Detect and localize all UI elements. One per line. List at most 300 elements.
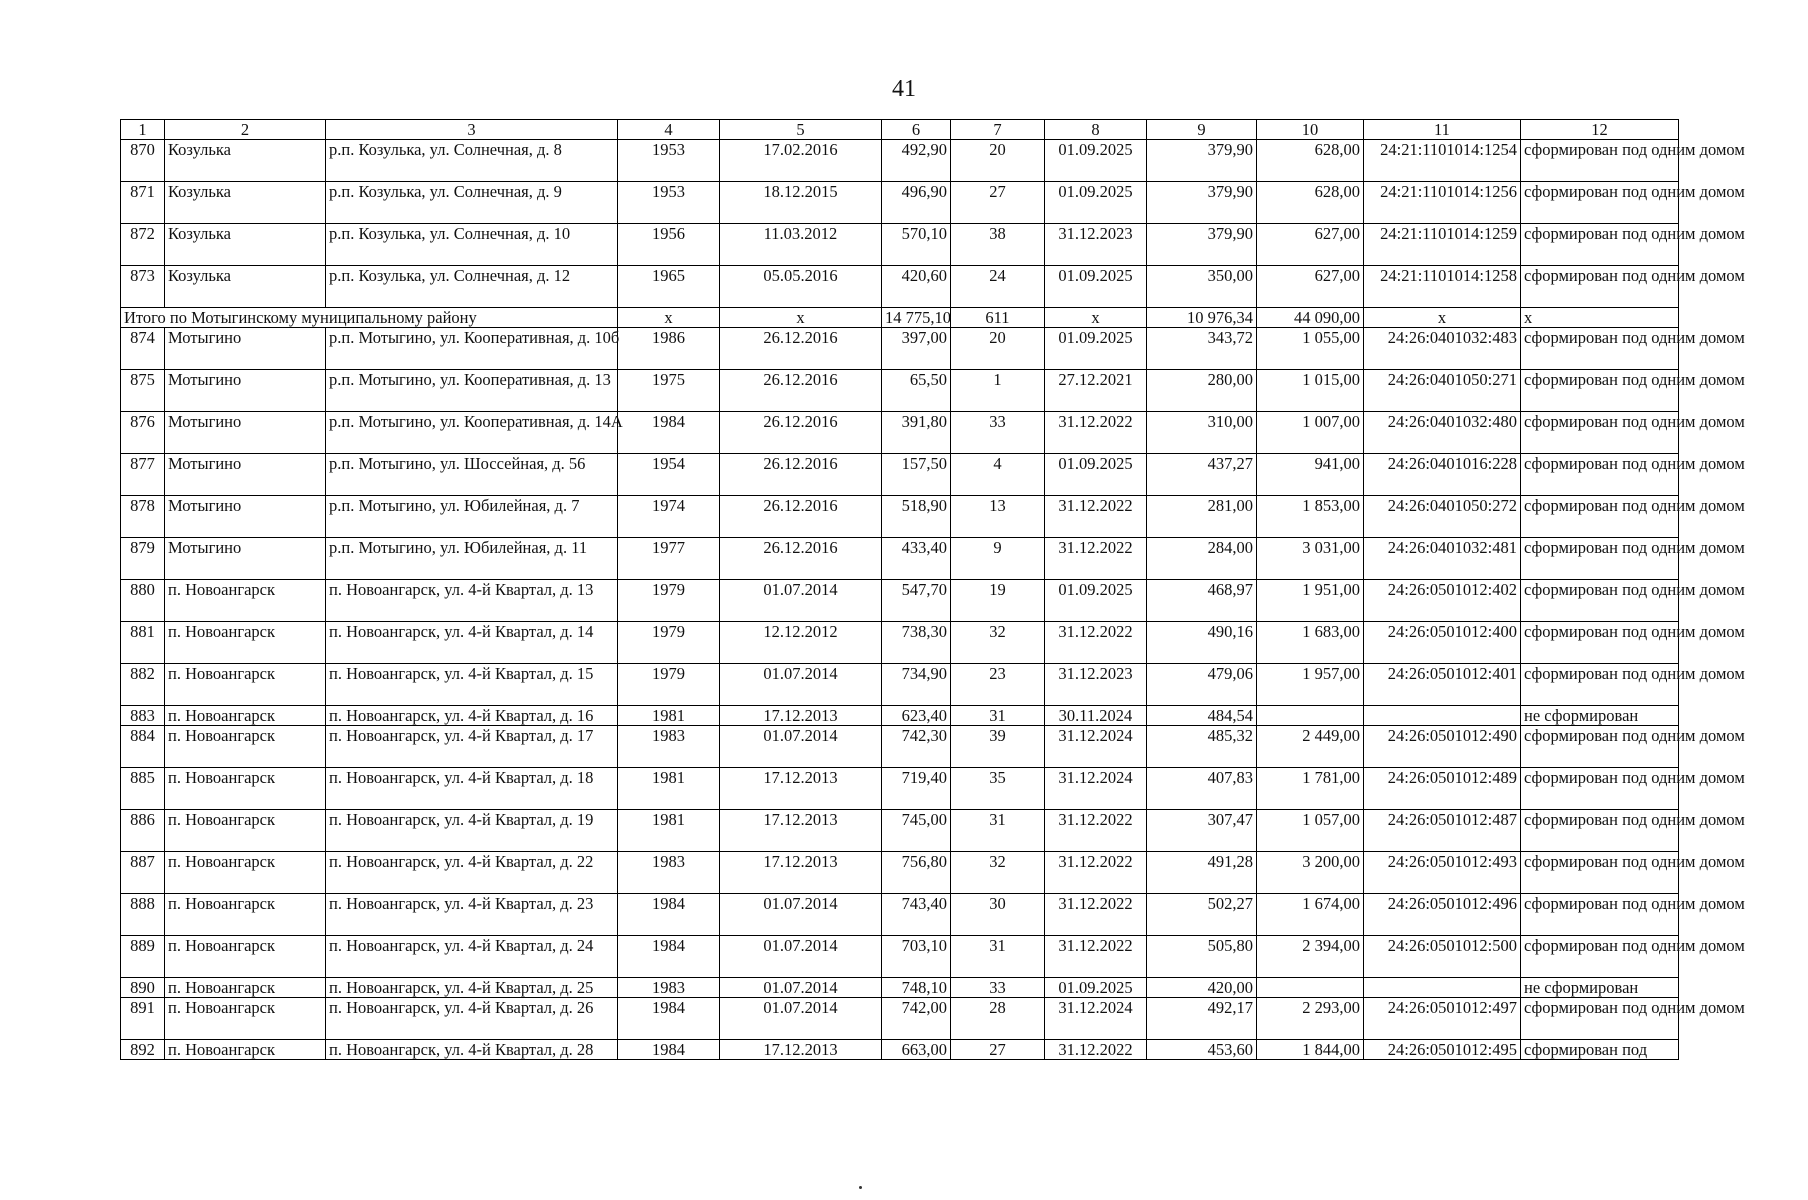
- num-cell: 881: [121, 622, 165, 664]
- area-cell: 570,10: [882, 224, 951, 266]
- column-header-4: 4: [618, 120, 720, 140]
- year-cell: 1953: [618, 140, 720, 182]
- cost-per-m2-cell: 490,16: [1147, 622, 1257, 664]
- year-cell: 1981: [618, 706, 720, 726]
- table-row: [121, 622, 1679, 664]
- num-cell: 889: [121, 936, 165, 978]
- num-cell: 871: [121, 182, 165, 224]
- land-status-cell: сформирован под одним домом: [1521, 140, 1679, 182]
- date-cell: 26.12.2016: [720, 538, 882, 580]
- date-cell: 01.07.2014: [720, 998, 882, 1040]
- deadline-cell: 01.09.2025: [1045, 978, 1147, 998]
- cadastral-number-cell: 24:26:0501012:487: [1364, 810, 1521, 852]
- date-cell: 01.07.2014: [720, 978, 882, 998]
- year-cell: 1979: [618, 664, 720, 706]
- land-status-cell: сформирован под одним домом: [1521, 726, 1679, 768]
- num-cell: 875: [121, 370, 165, 412]
- settlement-cell: Мотыгино: [165, 328, 326, 370]
- num-cell: 877: [121, 454, 165, 496]
- table-row: [121, 496, 1679, 538]
- total-value-cell: 14 775,10: [882, 308, 951, 328]
- deadline-cell: 01.09.2025: [1045, 454, 1147, 496]
- year-cell: 1979: [618, 580, 720, 622]
- address-cell: п. Новоангарск, ул. 4-й Квартал, д. 17: [326, 726, 618, 768]
- date-cell: 26.12.2016: [720, 412, 882, 454]
- deadline-cell: 31.12.2024: [1045, 726, 1147, 768]
- land-status-cell: сформирован под одним домом: [1521, 182, 1679, 224]
- cadastral-number-cell: 24:26:0501012:493: [1364, 852, 1521, 894]
- area-cell: 547,70: [882, 580, 951, 622]
- residents-cell: 33: [951, 412, 1045, 454]
- area-cell: 743,40: [882, 894, 951, 936]
- register-table: [120, 119, 1745, 1060]
- land-area-cell: 1 957,00: [1257, 664, 1364, 706]
- residents-cell: 19: [951, 580, 1045, 622]
- table-row: [121, 328, 1679, 370]
- area-cell: 745,00: [882, 810, 951, 852]
- residents-cell: 32: [951, 852, 1045, 894]
- deadline-cell: 01.09.2025: [1045, 580, 1147, 622]
- cost-per-m2-cell: 307,47: [1147, 810, 1257, 852]
- year-cell: 1954: [618, 454, 720, 496]
- address-cell: р.п. Козулька, ул. Солнечная, д. 12: [326, 266, 618, 308]
- land-area-cell: 1 781,00: [1257, 768, 1364, 810]
- land-area-cell: 628,00: [1257, 182, 1364, 224]
- cadastral-number-cell: 24:26:0401016:228: [1364, 454, 1521, 496]
- land-area-cell: [1257, 706, 1364, 726]
- year-cell: 1984: [618, 412, 720, 454]
- table-row: [121, 412, 1679, 454]
- residents-cell: 4: [951, 454, 1045, 496]
- settlement-cell: Мотыгино: [165, 496, 326, 538]
- land-area-cell: 2 293,00: [1257, 998, 1364, 1040]
- total-value-cell: x: [1045, 308, 1147, 328]
- residents-cell: 30: [951, 894, 1045, 936]
- column-header-12: 12: [1521, 120, 1679, 140]
- land-area-cell: 1 674,00: [1257, 894, 1364, 936]
- land-status-cell: сформирован под одним домом: [1521, 622, 1679, 664]
- cadastral-number-cell: 24:21:1101014:1256: [1364, 182, 1521, 224]
- date-cell: 01.07.2014: [720, 894, 882, 936]
- year-cell: 1983: [618, 852, 720, 894]
- land-status-cell: сформирован под одним домом: [1521, 538, 1679, 580]
- date-cell: 01.07.2014: [720, 726, 882, 768]
- land-status-cell: сформирован под одним домом: [1521, 894, 1679, 936]
- date-cell: 17.12.2013: [720, 768, 882, 810]
- land-status-cell: сформирован под одним домом: [1521, 224, 1679, 266]
- land-status-cell: не сформирован: [1521, 706, 1679, 726]
- address-cell: п. Новоангарск, ул. 4-й Квартал, д. 19: [326, 810, 618, 852]
- area-cell: 65,50: [882, 370, 951, 412]
- year-cell: 1986: [618, 328, 720, 370]
- cost-per-m2-cell: 485,32: [1147, 726, 1257, 768]
- residents-cell: 28: [951, 998, 1045, 1040]
- date-cell: 05.05.2016: [720, 266, 882, 308]
- deadline-cell: 31.12.2024: [1045, 768, 1147, 810]
- num-cell: 874: [121, 328, 165, 370]
- table-row: [121, 706, 1679, 726]
- year-cell: 1977: [618, 538, 720, 580]
- residents-cell: 27: [951, 182, 1045, 224]
- area-cell: 719,40: [882, 768, 951, 810]
- column-header-2: 2: [165, 120, 326, 140]
- settlement-cell: п. Новоангарск: [165, 936, 326, 978]
- settlement-cell: Козулька: [165, 182, 326, 224]
- column-header-3: 3: [326, 120, 618, 140]
- land-status-cell: не сформирован: [1521, 978, 1679, 998]
- table-row: [121, 1040, 1679, 1060]
- cadastral-number-cell: 24:21:1101014:1259: [1364, 224, 1521, 266]
- address-cell: р.п. Козулька, ул. Солнечная, д. 9: [326, 182, 618, 224]
- date-cell: 01.07.2014: [720, 664, 882, 706]
- address-cell: п. Новоангарск, ул. 4-й Квартал, д. 26: [326, 998, 618, 1040]
- land-area-cell: 1 055,00: [1257, 328, 1364, 370]
- settlement-cell: п. Новоангарск: [165, 894, 326, 936]
- num-cell: 879: [121, 538, 165, 580]
- num-cell: 882: [121, 664, 165, 706]
- area-cell: 738,30: [882, 622, 951, 664]
- year-cell: 1984: [618, 936, 720, 978]
- cadastral-number-cell: 24:26:0501012:500: [1364, 936, 1521, 978]
- deadline-cell: 31.12.2022: [1045, 894, 1147, 936]
- deadline-cell: 31.12.2022: [1045, 622, 1147, 664]
- num-cell: 876: [121, 412, 165, 454]
- settlement-cell: п. Новоангарск: [165, 810, 326, 852]
- land-area-cell: 941,00: [1257, 454, 1364, 496]
- deadline-cell: 01.09.2025: [1045, 140, 1147, 182]
- num-cell: 870: [121, 140, 165, 182]
- residents-cell: 24: [951, 266, 1045, 308]
- column-header-10: 10: [1257, 120, 1364, 140]
- area-cell: 397,00: [882, 328, 951, 370]
- settlement-cell: п. Новоангарск: [165, 622, 326, 664]
- land-area-cell: 1 015,00: [1257, 370, 1364, 412]
- column-header-8: 8: [1045, 120, 1147, 140]
- deadline-cell: 31.12.2022: [1045, 412, 1147, 454]
- land-area-cell: 627,00: [1257, 266, 1364, 308]
- cadastral-number-cell: 24:21:1101014:1254: [1364, 140, 1521, 182]
- table-row: [121, 266, 1679, 308]
- settlement-cell: Мотыгино: [165, 370, 326, 412]
- land-status-cell: сформирован под одним домом: [1521, 370, 1679, 412]
- deadline-cell: 01.09.2025: [1045, 182, 1147, 224]
- date-cell: 26.12.2016: [720, 370, 882, 412]
- table-row: [121, 852, 1679, 894]
- land-area-cell: 2 449,00: [1257, 726, 1364, 768]
- cost-per-m2-cell: 281,00: [1147, 496, 1257, 538]
- residents-cell: 20: [951, 140, 1045, 182]
- area-cell: 734,90: [882, 664, 951, 706]
- land-area-cell: 1 683,00: [1257, 622, 1364, 664]
- area-cell: 748,10: [882, 978, 951, 998]
- address-cell: р.п. Мотыгино, ул. Шоссейная, д. 56: [326, 454, 618, 496]
- date-cell: 01.07.2014: [720, 580, 882, 622]
- table-row: [121, 454, 1679, 496]
- area-cell: 756,80: [882, 852, 951, 894]
- year-cell: 1984: [618, 1040, 720, 1060]
- land-status-cell: сформирован под одним домом: [1521, 580, 1679, 622]
- settlement-cell: п. Новоангарск: [165, 768, 326, 810]
- column-header-11: 11: [1364, 120, 1521, 140]
- cost-per-m2-cell: 407,83: [1147, 768, 1257, 810]
- deadline-cell: 31.12.2022: [1045, 810, 1147, 852]
- num-cell: 872: [121, 224, 165, 266]
- area-cell: 742,00: [882, 998, 951, 1040]
- table-row: [121, 538, 1679, 580]
- area-cell: 623,40: [882, 706, 951, 726]
- address-cell: п. Новоангарск, ул. 4-й Квартал, д. 13: [326, 580, 618, 622]
- residents-cell: 20: [951, 328, 1045, 370]
- residents-cell: 38: [951, 224, 1045, 266]
- year-cell: 1975: [618, 370, 720, 412]
- land-status-cell: сформирован под одним домом: [1521, 412, 1679, 454]
- date-cell: 17.12.2013: [720, 852, 882, 894]
- cost-per-m2-cell: 280,00: [1147, 370, 1257, 412]
- date-cell: 26.12.2016: [720, 328, 882, 370]
- total-value-cell: x: [720, 308, 882, 328]
- cost-per-m2-cell: 379,90: [1147, 224, 1257, 266]
- cadastral-number-cell: [1364, 706, 1521, 726]
- land-status-cell: сформирован под одним домом: [1521, 852, 1679, 894]
- address-cell: п. Новоангарск, ул. 4-й Квартал, д. 24: [326, 936, 618, 978]
- land-status-cell: сформирован под одним домом: [1521, 266, 1679, 308]
- land-area-cell: 2 394,00: [1257, 936, 1364, 978]
- year-cell: 1965: [618, 266, 720, 308]
- land-area-cell: 1 951,00: [1257, 580, 1364, 622]
- cost-per-m2-cell: 484,54: [1147, 706, 1257, 726]
- date-cell: 11.03.2012: [720, 224, 882, 266]
- address-cell: п. Новоангарск, ул. 4-й Квартал, д. 25: [326, 978, 618, 998]
- area-cell: 496,90: [882, 182, 951, 224]
- year-cell: 1974: [618, 496, 720, 538]
- cadastral-number-cell: 24:26:0501012:401: [1364, 664, 1521, 706]
- deadline-cell: 31.12.2023: [1045, 224, 1147, 266]
- num-cell: 890: [121, 978, 165, 998]
- land-status-cell: сформирован под одним домом: [1521, 664, 1679, 706]
- cost-per-m2-cell: 453,60: [1147, 1040, 1257, 1060]
- settlement-cell: Козулька: [165, 266, 326, 308]
- settlement-cell: п. Новоангарск: [165, 1040, 326, 1060]
- residents-cell: 23: [951, 664, 1045, 706]
- cadastral-number-cell: 24:26:0401032:483: [1364, 328, 1521, 370]
- num-cell: 884: [121, 726, 165, 768]
- header-row: [121, 120, 1679, 140]
- cadastral-number-cell: 24:21:1101014:1258: [1364, 266, 1521, 308]
- settlement-cell: п. Новоангарск: [165, 852, 326, 894]
- address-cell: п. Новоангарск, ул. 4-й Квартал, д. 22: [326, 852, 618, 894]
- date-cell: 18.12.2015: [720, 182, 882, 224]
- area-cell: 703,10: [882, 936, 951, 978]
- table-row: [121, 810, 1679, 852]
- num-cell: 886: [121, 810, 165, 852]
- land-status-cell: сформирован под одним домом: [1521, 328, 1679, 370]
- land-area-cell: 1 844,00: [1257, 1040, 1364, 1060]
- residents-cell: 31: [951, 706, 1045, 726]
- cadastral-number-cell: 24:26:0501012:496: [1364, 894, 1521, 936]
- date-cell: 01.07.2014: [720, 936, 882, 978]
- cost-per-m2-cell: 420,00: [1147, 978, 1257, 998]
- address-cell: п. Новоангарск, ул. 4-й Квартал, д. 23: [326, 894, 618, 936]
- settlement-cell: п. Новоангарск: [165, 580, 326, 622]
- settlement-cell: п. Новоангарск: [165, 706, 326, 726]
- residents-cell: 13: [951, 496, 1045, 538]
- page-number: 41: [892, 76, 916, 102]
- deadline-cell: 31.12.2022: [1045, 1040, 1147, 1060]
- area-cell: 157,50: [882, 454, 951, 496]
- address-cell: п. Новоангарск, ул. 4-й Квартал, д. 14: [326, 622, 618, 664]
- settlement-cell: п. Новоангарск: [165, 978, 326, 998]
- column-header-5: 5: [720, 120, 882, 140]
- num-cell: 892: [121, 1040, 165, 1060]
- land-status-cell: сформирован под одним домом: [1521, 936, 1679, 978]
- num-cell: 873: [121, 266, 165, 308]
- cadastral-number-cell: 24:26:0501012:489: [1364, 768, 1521, 810]
- area-cell: 663,00: [882, 1040, 951, 1060]
- table-row: [121, 140, 1679, 182]
- area-cell: 518,90: [882, 496, 951, 538]
- address-cell: р.п. Мотыгино, ул. Кооперативная, д. 14А: [326, 412, 618, 454]
- settlement-cell: п. Новоангарск: [165, 664, 326, 706]
- residents-cell: 1: [951, 370, 1045, 412]
- table-row: [121, 664, 1679, 706]
- area-cell: 742,30: [882, 726, 951, 768]
- table-row: [121, 580, 1679, 622]
- address-cell: п. Новоангарск, ул. 4-й Квартал, д. 16: [326, 706, 618, 726]
- residents-cell: 33: [951, 978, 1045, 998]
- deadline-cell: 31.12.2023: [1045, 664, 1147, 706]
- cost-per-m2-cell: 379,90: [1147, 140, 1257, 182]
- num-cell: 891: [121, 998, 165, 1040]
- address-cell: р.п. Козулька, ул. Солнечная, д. 8: [326, 140, 618, 182]
- land-status-cell: сформирован под одним домом: [1521, 454, 1679, 496]
- cost-per-m2-cell: 437,27: [1147, 454, 1257, 496]
- cost-per-m2-cell: 492,17: [1147, 998, 1257, 1040]
- cadastral-number-cell: 24:26:0501012:497: [1364, 998, 1521, 1040]
- cadastral-number-cell: 24:26:0501012:495: [1364, 1040, 1521, 1060]
- total-value-cell: 10 976,34: [1147, 308, 1257, 328]
- date-cell: 26.12.2016: [720, 454, 882, 496]
- table-row: [121, 726, 1679, 768]
- total-value-cell: 611: [951, 308, 1045, 328]
- deadline-cell: 31.12.2022: [1045, 496, 1147, 538]
- cost-per-m2-cell: 379,90: [1147, 182, 1257, 224]
- residents-cell: 32: [951, 622, 1045, 664]
- residents-cell: 31: [951, 936, 1045, 978]
- total-row: [121, 308, 1679, 328]
- cadastral-number-cell: 24:26:0401050:271: [1364, 370, 1521, 412]
- settlement-cell: Мотыгино: [165, 538, 326, 580]
- settlement-cell: Мотыгино: [165, 412, 326, 454]
- residents-cell: 27: [951, 1040, 1045, 1060]
- cost-per-m2-cell: 310,00: [1147, 412, 1257, 454]
- cadastral-number-cell: 24:26:0401032:480: [1364, 412, 1521, 454]
- deadline-cell: 31.12.2024: [1045, 998, 1147, 1040]
- cadastral-number-cell: [1364, 978, 1521, 998]
- year-cell: 1956: [618, 224, 720, 266]
- area-cell: 433,40: [882, 538, 951, 580]
- residents-cell: 39: [951, 726, 1045, 768]
- cost-per-m2-cell: 491,28: [1147, 852, 1257, 894]
- year-cell: 1984: [618, 998, 720, 1040]
- settlement-cell: п. Новоангарск: [165, 998, 326, 1040]
- date-cell: 26.12.2016: [720, 496, 882, 538]
- cadastral-number-cell: 24:26:0501012:402: [1364, 580, 1521, 622]
- cost-per-m2-cell: 479,06: [1147, 664, 1257, 706]
- table-row: [121, 370, 1679, 412]
- num-cell: 880: [121, 580, 165, 622]
- cadastral-number-cell: 24:26:0501012:490: [1364, 726, 1521, 768]
- cadastral-number-cell: 24:26:0501012:400: [1364, 622, 1521, 664]
- year-cell: 1981: [618, 768, 720, 810]
- land-area-cell: 1 007,00: [1257, 412, 1364, 454]
- date-cell: 17.12.2013: [720, 810, 882, 852]
- year-cell: 1984: [618, 894, 720, 936]
- cadastral-number-cell: 24:26:0401032:481: [1364, 538, 1521, 580]
- num-cell: 878: [121, 496, 165, 538]
- year-cell: 1979: [618, 622, 720, 664]
- land-status-cell: сформирован под: [1521, 1040, 1679, 1060]
- total-value-cell: x: [1521, 308, 1679, 328]
- land-area-cell: 628,00: [1257, 140, 1364, 182]
- cost-per-m2-cell: 284,00: [1147, 538, 1257, 580]
- address-cell: р.п. Козулька, ул. Солнечная, д. 10: [326, 224, 618, 266]
- land-status-cell: сформирован под одним домом: [1521, 810, 1679, 852]
- address-cell: п. Новоангарск, ул. 4-й Квартал, д. 28: [326, 1040, 618, 1060]
- area-cell: 391,80: [882, 412, 951, 454]
- deadline-cell: 31.12.2022: [1045, 852, 1147, 894]
- cost-per-m2-cell: 505,80: [1147, 936, 1257, 978]
- settlement-cell: Козулька: [165, 224, 326, 266]
- column-header-6: 6: [882, 120, 951, 140]
- column-header-1: 1: [121, 120, 165, 140]
- land-status-cell: сформирован под одним домом: [1521, 998, 1679, 1040]
- cost-per-m2-cell: 468,97: [1147, 580, 1257, 622]
- date-cell: 17.12.2013: [720, 706, 882, 726]
- num-cell: 887: [121, 852, 165, 894]
- column-header-7: 7: [951, 120, 1045, 140]
- residents-cell: 35: [951, 768, 1045, 810]
- land-area-cell: 3 200,00: [1257, 852, 1364, 894]
- year-cell: 1953: [618, 182, 720, 224]
- address-cell: п. Новоангарск, ул. 4-й Квартал, д. 18: [326, 768, 618, 810]
- total-value-cell: x: [618, 308, 720, 328]
- land-area-cell: [1257, 978, 1364, 998]
- land-status-cell: сформирован под одним домом: [1521, 768, 1679, 810]
- total-value-cell: x: [1364, 308, 1521, 328]
- cost-per-m2-cell: 502,27: [1147, 894, 1257, 936]
- land-area-cell: 1 057,00: [1257, 810, 1364, 852]
- residents-cell: 31: [951, 810, 1045, 852]
- residents-cell: 9: [951, 538, 1045, 580]
- land-area-cell: 627,00: [1257, 224, 1364, 266]
- address-cell: р.п. Мотыгино, ул. Кооперативная, д. 10б: [326, 328, 618, 370]
- cadastral-number-cell: 24:26:0401050:272: [1364, 496, 1521, 538]
- address-cell: р.п. Мотыгино, ул. Юбилейная, д. 11: [326, 538, 618, 580]
- num-cell: 888: [121, 894, 165, 936]
- total-label: Итого по Мотыгинскому муниципальному району: [121, 308, 618, 328]
- deadline-cell: 30.11.2024: [1045, 706, 1147, 726]
- year-cell: 1983: [618, 726, 720, 768]
- table-row: [121, 978, 1679, 998]
- table-row: [121, 936, 1679, 978]
- table-row: [121, 224, 1679, 266]
- land-area-cell: 1 853,00: [1257, 496, 1364, 538]
- cost-per-m2-cell: 350,00: [1147, 266, 1257, 308]
- deadline-cell: 31.12.2022: [1045, 538, 1147, 580]
- date-cell: 12.12.2012: [720, 622, 882, 664]
- scan-dot: [859, 1186, 862, 1189]
- num-cell: 885: [121, 768, 165, 810]
